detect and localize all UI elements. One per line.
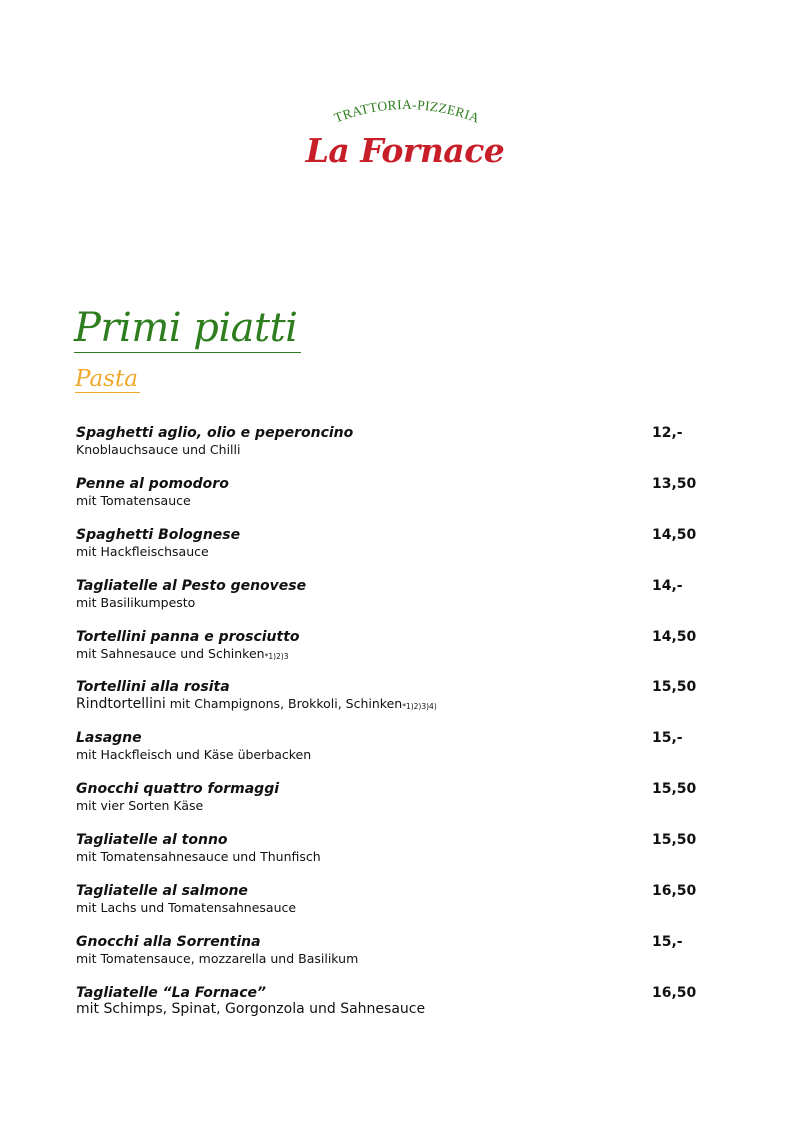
item-description	[76, 747, 311, 763]
item-description	[76, 442, 240, 458]
item-description	[76, 544, 209, 560]
item-name: Tagliatelle “La Fornace”	[76, 984, 267, 1001]
description-text: mit Tomatensauce	[76, 492, 191, 508]
description-text: Knoblauchsauce und Chilli	[76, 442, 241, 457]
item-price: 16,50	[652, 984, 697, 1001]
item-name: Tagliatelle al salmone	[76, 883, 248, 900]
item-name: Gnocchi quattro formaggi	[76, 781, 280, 798]
item-description	[76, 900, 296, 916]
description-text: mit Schimps, Spinat, Gorgonzola und Sahnesauce	[76, 1000, 426, 1017]
item-name: Tortellini panna e prosciutto	[76, 628, 300, 645]
item-description	[76, 951, 358, 967]
menu-list	[76, 424, 706, 1035]
description-text: mit Sahnesauce und Schinken	[76, 645, 265, 661]
menu-item	[76, 628, 706, 679]
description-text: mit Hackfleischsauce	[76, 543, 209, 559]
restaurant-logo	[298, 92, 513, 172]
item-price: 13,50	[652, 475, 697, 492]
item-price: 16,50	[652, 883, 697, 900]
description-text: mit vier Sorten Käse	[76, 798, 204, 814]
item-description	[76, 696, 437, 715]
item-name: Tagliatelle al tonno	[76, 832, 228, 849]
menu-item	[76, 984, 706, 1035]
item-name: Gnocchi alla Sorrentina	[76, 933, 261, 950]
item-description	[76, 493, 191, 509]
item-name: Spaghetti Bolognese	[76, 526, 241, 543]
menu-item	[76, 780, 706, 831]
menu-item	[76, 678, 706, 729]
menu-item	[76, 882, 706, 933]
item-description	[76, 1001, 425, 1017]
description-text: mit Lachs und Tomatensahnesauce	[76, 900, 297, 916]
item-price: 14,50	[652, 526, 697, 543]
item-price: 15,50	[652, 832, 697, 849]
item-description	[76, 798, 203, 814]
item-price: 15,-	[652, 730, 683, 747]
item-price: 15,50	[652, 679, 697, 696]
allergen-codes: *1)2)3	[264, 651, 289, 661]
logo-top-text: TRATTORIA-PIZZERIA	[332, 96, 482, 126]
section-title: Primi piatti	[74, 304, 301, 353]
item-price: 14,-	[652, 577, 683, 594]
menu-item	[76, 933, 706, 984]
menu-item	[76, 526, 706, 577]
menu-item	[76, 475, 706, 526]
logo-main-text: La Fornace	[305, 131, 505, 170]
description-lead: Rindtortellini	[76, 696, 166, 713]
description-text: mit Tomatensahnesauce und Thunfisch	[76, 849, 321, 865]
item-name: Penne al pomodoro	[76, 475, 229, 492]
item-name: Spaghetti aglio, olio e peperoncino	[76, 425, 354, 441]
subsection-title: Pasta	[75, 366, 138, 392]
item-price: 12,-	[652, 425, 683, 441]
menu-item	[76, 577, 706, 628]
item-description	[76, 595, 195, 611]
item-name: Lasagne	[76, 730, 142, 747]
item-name: Tagliatelle al Pesto genovese	[76, 577, 307, 594]
description-text: mit Basilikumpesto	[76, 594, 196, 610]
item-price: 15,-	[652, 933, 683, 950]
menu-item	[76, 831, 706, 882]
description-text: mit Hackfleisch und Käse überbacken	[76, 747, 312, 763]
menu-item	[76, 424, 706, 475]
description-text: mit Champignons, Brokkoli, Schinken	[165, 696, 403, 712]
item-description	[76, 646, 289, 665]
item-price: 15,50	[652, 781, 697, 798]
item-description	[76, 849, 321, 865]
menu-item	[76, 729, 706, 780]
allergen-codes: *1)2)3)4)	[402, 702, 437, 712]
item-name: Tortellini alla rosita	[76, 679, 230, 696]
description-text: mit Tomatensauce, mozzarella und Basilikum	[76, 950, 359, 966]
item-price: 14,50	[652, 628, 697, 645]
